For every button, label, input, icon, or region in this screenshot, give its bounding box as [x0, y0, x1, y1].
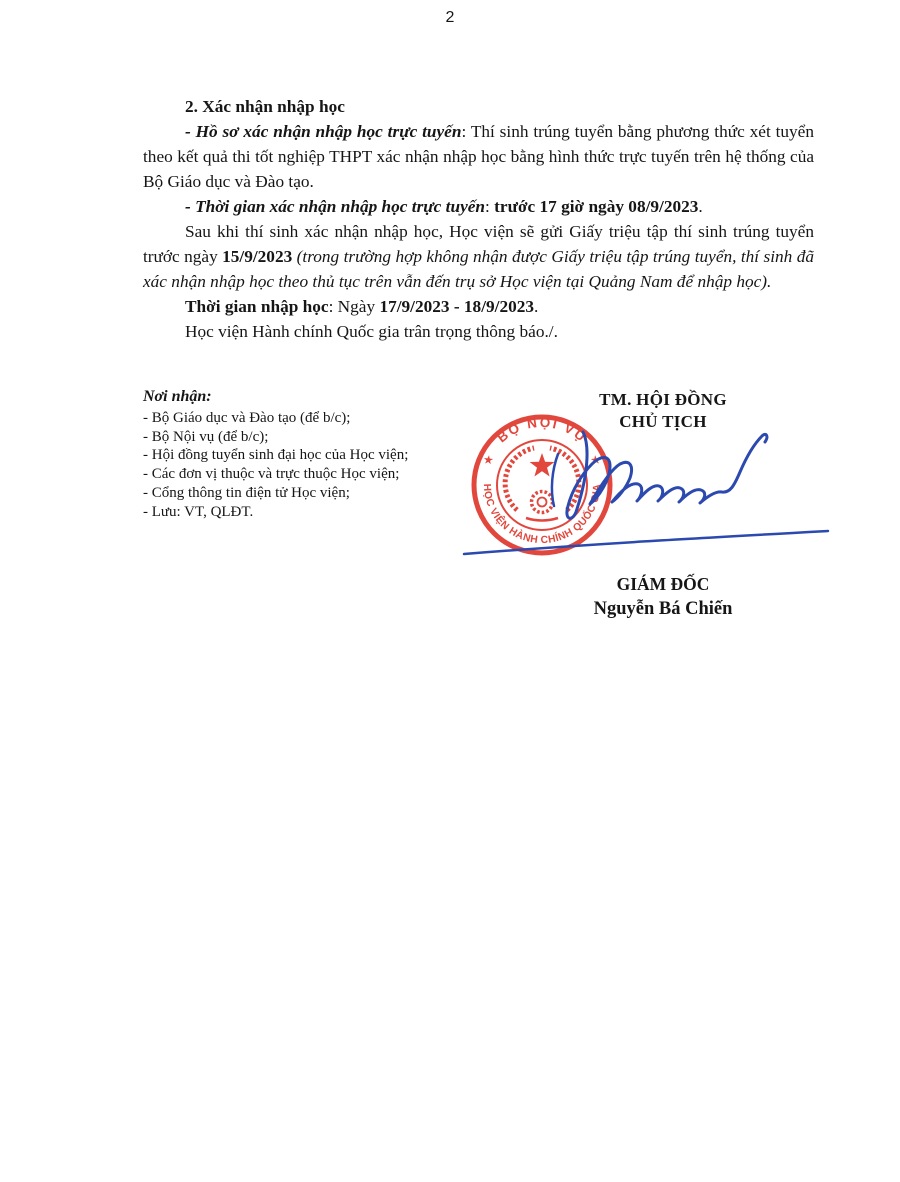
section-heading: [143, 94, 814, 119]
recipient-item: - Bộ Nội vụ (để b/c);: [143, 428, 269, 445]
stamp-top-arc: [488, 427, 597, 465]
paragraph-deadline-lead: - Thời gian xác nhận nhập học trực tuyến: [185, 197, 486, 216]
paragraph-enroll-time: [143, 294, 814, 319]
paragraph-summon: [143, 219, 814, 294]
paragraph-deadline-date: trước 17 giờ ngày 08/9/2023: [494, 197, 699, 216]
recipient-item: - Các đơn vị thuộc và trực thuộc Học viện;: [143, 466, 400, 483]
paragraph-dossier-lead: - Hồ sơ xác nhận nhập học trực tuyến: [185, 122, 462, 141]
paragraph-enroll-lead: Thời gian nhập học: [185, 297, 329, 316]
document-body: [143, 94, 814, 344]
recipient-item: - Hội đồng tuyển sinh đại học của Học viện;: [143, 447, 409, 464]
paragraph-summon-date: 15/9/2023: [222, 247, 293, 266]
paragraph-dossier-text: : Thí sinh trúng tuyển bằng phương thức xét tuyển theo kết quả thi tốt nghiệp THPT xác nhận nhập học bằng hình thức trực tuyến trên hệ thống của Bộ Giáo dục và Đào tạo.: [143, 122, 814, 191]
stamp-bottom-arc: [484, 475, 600, 543]
stamp-bottom-label: [481, 483, 603, 546]
emblem-gear: [532, 492, 553, 513]
national-emblem: [505, 448, 579, 521]
signer-name: Nguyễn Bá Chiến: [593, 599, 733, 619]
signer-block: [523, 572, 803, 622]
signature-scribble: [567, 432, 767, 518]
national-emblem-star: [530, 453, 555, 477]
authority-committee: TM. HỘI ĐỒNG: [599, 390, 727, 409]
stamp-inner-ring: [497, 440, 587, 530]
paragraph-enroll-mid: : Ngày: [328, 297, 380, 316]
emblem-gear-hub: [538, 498, 547, 507]
signature-flourish: [552, 454, 558, 506]
star-icon: ★: [587, 452, 605, 468]
signature-authority-block: [553, 389, 773, 432]
section-heading-text: 2. Xác nhận nhập học: [185, 97, 345, 116]
page-number: 2: [445, 9, 455, 26]
official-stamp: [474, 415, 610, 553]
paragraph-closing: Học viện Hành chính Quốc gia trân trọng thông báo./.: [185, 322, 558, 341]
handwritten-signature: [464, 432, 828, 554]
paragraph-summon-note: (trong trường hợp không nhận được Giấy triệu tập trúng tuyển, thí sinh đã xác nhận nhập học theo thủ tục trên vẫn đến trụ sở Học viện tại Quảng Nam để nhập học).: [143, 247, 814, 291]
recipient-item: - Cổng thông tin điện tử Học viện;: [143, 484, 350, 501]
recipient-item: - Bộ Giáo dục và Đào tạo (để b/c);: [143, 410, 351, 426]
paragraph-summon-start: Sau khi thí sinh xác nhận nhập học, Học viện sẽ gửi Giấy triệu tập thí sinh trúng tuyển trước ngày: [143, 222, 814, 266]
signature-underline: [464, 531, 828, 554]
recipients-block: [143, 387, 473, 521]
paragraph-deadline: [143, 194, 814, 219]
emblem-wheat-right: [550, 448, 579, 510]
paragraph-deadline-sep: :: [485, 197, 495, 216]
star-icon: ★: [479, 452, 497, 468]
emblem-wheat-left: [505, 448, 534, 510]
recipient-item: - Lưu: VT, QLĐT.: [143, 503, 254, 520]
stamp-top-text: BỘ NỘI VỤ: [494, 414, 590, 446]
emblem-banner: [526, 518, 558, 521]
paragraph-enroll-end: .: [534, 297, 539, 316]
recipients-label: Nơi nhận:: [143, 388, 212, 405]
signer-position: GIÁM ĐỐC: [616, 574, 710, 594]
paragraph-enroll-dates: 17/9/2023 - 18/9/2023: [379, 297, 535, 316]
stamp-bottom-text: HỌC VIỆN HÀNH CHÍNH QUỐC GIA: [480, 483, 604, 547]
paragraph-dossier: [143, 119, 814, 194]
paragraph-deadline-end: .: [698, 197, 703, 216]
authority-chairman: CHỦ TỊCH: [619, 411, 707, 431]
stamp-outer-ring: [474, 414, 610, 553]
